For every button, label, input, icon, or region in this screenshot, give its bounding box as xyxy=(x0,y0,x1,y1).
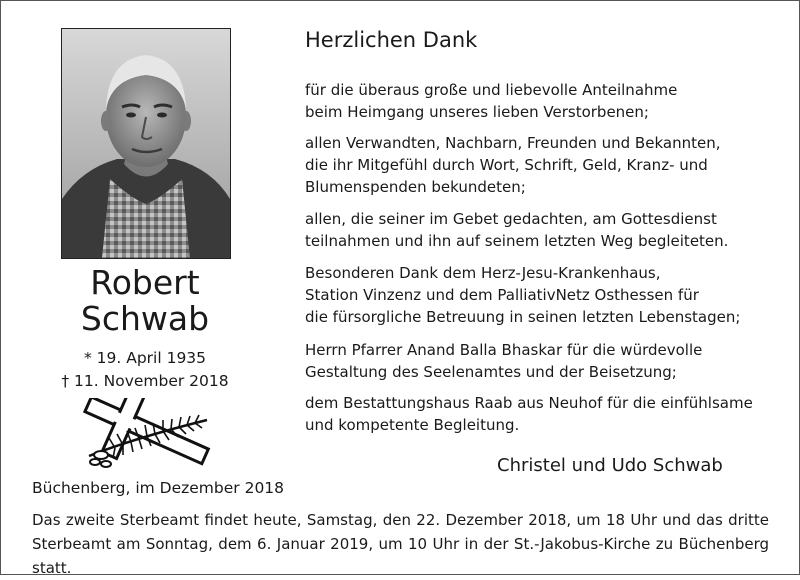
deceased-last-name: Schwab xyxy=(80,299,210,338)
thanks-paragraph xyxy=(305,79,755,123)
thanks-paragraph xyxy=(305,339,755,383)
text-line: allen, die seiner im Gebet gedachten, am Gottesdienst xyxy=(305,210,717,228)
text-line: dem Bestattungshaus Raab aus Neuhof für die einfühlsame xyxy=(305,394,753,412)
text-line: und kompetente Begleitung. xyxy=(305,416,520,434)
signature: Christel und Udo Schwab xyxy=(497,455,723,476)
thanks-paragraph xyxy=(305,132,755,198)
text-line: die ihr Mitgefühl durch Wort, Schrift, Geld, Kranz- und xyxy=(305,156,708,174)
thanks-paragraph xyxy=(305,392,755,436)
text-line: für die überaus große und liebevolle Anteilnahme xyxy=(305,81,678,99)
text-line: teilnahmen und ihn auf seinem letzten Weg begleiteten. xyxy=(305,232,729,250)
thanks-paragraph xyxy=(305,208,755,252)
text-line: Gestaltung des Seelenamtes und der Beisetzung; xyxy=(305,363,677,381)
portrait-photo xyxy=(61,28,231,259)
thanks-paragraph xyxy=(305,262,755,328)
service-notice xyxy=(32,508,769,580)
text-line: Blumenspenden bekundeten; xyxy=(305,178,526,196)
place-and-date: Büchenberg, im Dezember 2018 xyxy=(32,479,285,497)
cross-with-palm-icon xyxy=(75,398,215,470)
thanks-heading: Herzlichen Dank xyxy=(305,28,478,52)
text-line: Station Vinzenz und dem PalliativNetz Osthessen für xyxy=(305,286,699,304)
text-line: Herrn Pfarrer Anand Balla Bhaskar für die würdevolle xyxy=(305,341,703,359)
notice-line: Sterbeamt am Sonntag, dem 6. Januar 2019, um 10 Uhr in der St.-Jakobus-Kirche zu Büchenberg statt. xyxy=(32,535,769,577)
notice-line: Das zweite Sterbeamt findet heute, Samstag, den 22. Dezember 2018, um 18 Uhr und das dritte xyxy=(32,511,769,529)
deceased-first-name: Robert xyxy=(90,263,200,302)
text-line: allen Verwandten, Nachbarn, Freunden und Bekannten, xyxy=(305,134,721,152)
text-line: Besonderen Dank dem Herz-Jesu-Krankenhaus, xyxy=(305,264,661,282)
text-line: die fürsorgliche Betreuung in seinen letzten Lebenstagen; xyxy=(305,308,741,326)
text-line: beim Heimgang unseres lieben Verstorbenen; xyxy=(305,103,649,121)
birth-date: * 19. April 1935 xyxy=(83,349,207,367)
death-date: † 11. November 2018 xyxy=(61,372,229,390)
